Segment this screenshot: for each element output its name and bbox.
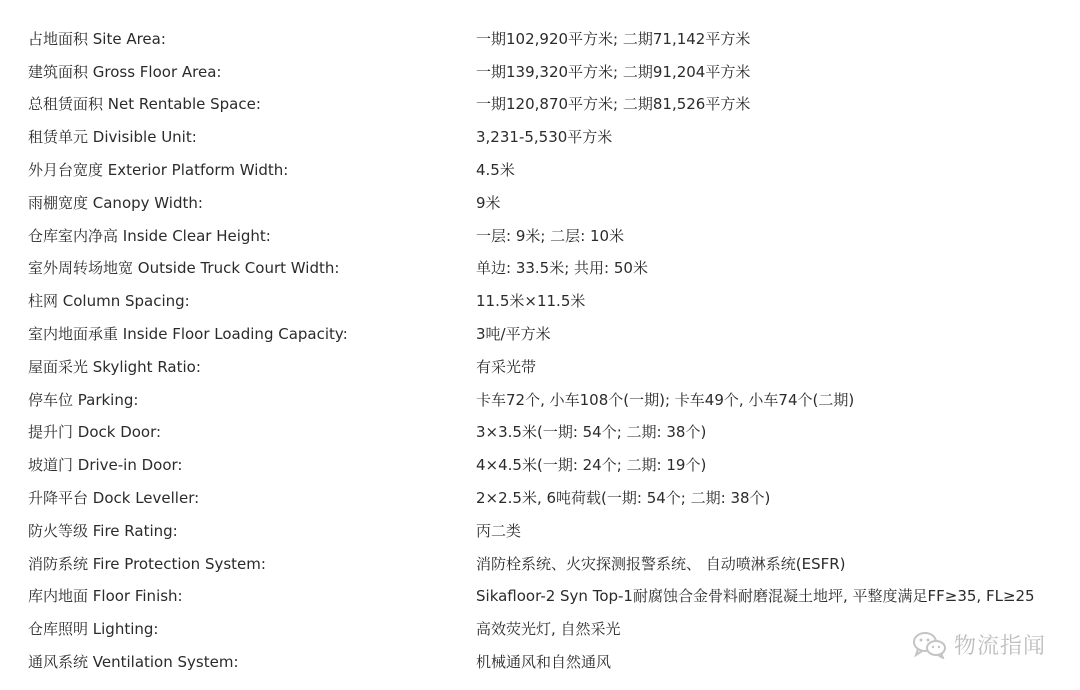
spec-row-net-rentable-space [28, 88, 1080, 121]
spec-label: 柱网 Column Spacing: [28, 292, 190, 311]
spec-value: 3,231-5,530平方米 [476, 128, 613, 147]
spec-label: 雨棚宽度 Canopy Width: [28, 193, 203, 212]
spec-label: 坡道门 Drive-in Door: [28, 456, 183, 475]
spec-label: 租赁单元 Divisible Unit: [28, 128, 197, 147]
spec-value: 3×3.5米(一期: 54个; 二期: 38个) [476, 423, 707, 442]
spec-label: 防火等级 Fire Rating: [28, 521, 178, 540]
spec-value: 单边: 33.5米; 共用: 50米 [476, 259, 648, 278]
spec-value: 一期139,320平方米; 二期91,204平方米 [476, 62, 751, 81]
spec-row-divisible-unit [28, 120, 1080, 153]
spec-row-outside-truck-court-width [28, 252, 1080, 285]
spec-row-exterior-platform-width [28, 153, 1080, 186]
spec-label: 屋面采光 Skylight Ratio: [28, 357, 201, 376]
spec-value: 消防栓系统、火灾探测报警系统、 自动喷淋系统(ESFR) [476, 554, 846, 573]
spec-label: 建筑面积 Gross Floor Area: [28, 62, 222, 81]
spec-label: 消防系统 Fire Protection System: [28, 554, 266, 573]
spec-value: 一期102,920平方米; 二期71,142平方米 [476, 29, 751, 48]
spec-value: 2×2.5米, 6吨荷载(一期: 54个; 二期: 38个) [476, 489, 771, 508]
spec-row-inside-floor-loading-capacity [28, 317, 1080, 350]
watermark [912, 629, 1046, 660]
spec-value: 4×4.5米(一期: 24个; 二期: 19个) [476, 456, 707, 475]
spec-row-dock-door [28, 416, 1080, 449]
spec-value: 11.5米×11.5米 [476, 292, 586, 311]
spec-label: 提升门 Dock Door: [28, 423, 162, 442]
spec-value: 高效荧光灯, 自然采光 [476, 620, 621, 639]
spec-value: 丙二类 [476, 521, 522, 540]
spec-value: 3吨/平方米 [476, 325, 551, 344]
spec-value: 一期120,870平方米; 二期81,526平方米 [476, 95, 751, 114]
spec-label: 室外周转场地宽 Outside Truck Court Width: [28, 259, 340, 278]
spec-value: 一层: 9米; 二层: 10米 [476, 226, 625, 245]
spec-row-gross-floor-area [28, 55, 1080, 88]
spec-row-fire-rating [28, 514, 1080, 547]
spec-label: 通风系统 Ventilation System: [28, 653, 239, 672]
spec-row-parking [28, 383, 1080, 416]
spec-value: 有采光带 [476, 357, 537, 376]
wechat-icon [912, 631, 948, 659]
spec-row-drive-in-door [28, 448, 1080, 481]
spec-label: 库内地面 Floor Finish: [28, 587, 183, 606]
spec-label: 升降平台 Dock Leveller: [28, 489, 200, 508]
spec-value: 卡车72个, 小车108个(一期); 卡车49个, 小车74个(二期) [476, 390, 855, 409]
spec-row-floor-finish [28, 580, 1080, 613]
watermark-text: 物流指闻 [953, 634, 1046, 659]
spec-label: 总租赁面积 Net Rentable Space: [28, 95, 261, 114]
spec-value: Sikafloor-2 Syn Top-1耐腐蚀合金骨料耐磨混凝土地坪, 平整度满足FF≥35, FL≥25 [476, 587, 1035, 606]
spec-label: 仓库照明 Lighting: [28, 620, 159, 639]
spec-row-inside-clear-height [28, 219, 1080, 252]
spec-table [28, 22, 1080, 678]
spec-value: 9米 [476, 193, 501, 212]
spec-row-site-area [28, 22, 1080, 55]
spec-label: 仓库室内净高 Inside Clear Height: [28, 226, 271, 245]
spec-row-canopy-width [28, 186, 1080, 219]
spec-row-column-spacing [28, 284, 1080, 317]
spec-row-skylight-ratio [28, 350, 1080, 383]
spec-value: 机械通风和自然通风 [476, 653, 612, 672]
spec-label: 室内地面承重 Inside Floor Loading Capacity: [28, 325, 348, 344]
spec-label: 外月台宽度 Exterior Platform Width: [28, 161, 289, 180]
spec-label: 占地面积 Site Area: [28, 29, 166, 48]
spec-row-dock-leveller [28, 481, 1080, 514]
spec-label: 停车位 Parking: [28, 390, 139, 409]
spec-value: 4.5米 [476, 161, 515, 180]
spec-row-fire-protection-system [28, 547, 1080, 580]
